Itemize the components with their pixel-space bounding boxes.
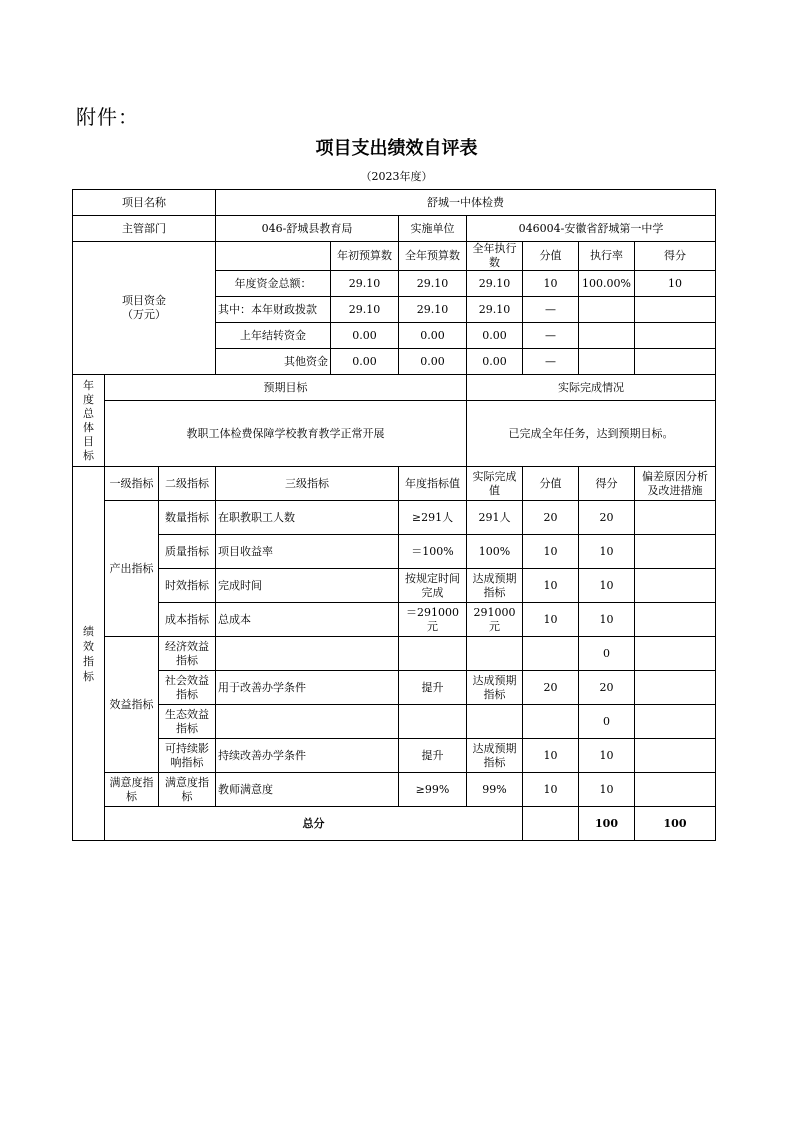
funds-header-initial: 年初预算数 xyxy=(331,242,399,271)
funds-header-empty xyxy=(216,242,331,271)
indicators-header-level1: 一级指标 xyxy=(105,467,159,501)
funds-row-score-value: — xyxy=(523,323,579,349)
goals-label-text: 年度总体目标 xyxy=(83,378,94,462)
funds-row-initial: 0.00 xyxy=(331,349,399,375)
funds-row-score-value: 10 xyxy=(523,271,579,297)
indicator-actual: 291000元 xyxy=(467,603,523,637)
indicator-score-value: 10 xyxy=(523,569,579,603)
indicator-level3: 完成时间 xyxy=(216,569,399,603)
indicator-score: 20 xyxy=(579,671,635,705)
funds-row-annual: 29.10 xyxy=(399,271,467,297)
funds-row-score: 10 xyxy=(635,271,716,297)
indicator-score-value: 20 xyxy=(523,671,579,705)
indicator-actual: 99% xyxy=(467,773,523,807)
funds-row-executed: 29.10 xyxy=(467,297,523,323)
performance-table xyxy=(72,189,716,841)
indicator-level3: 项目收益率 xyxy=(216,535,399,569)
funds-row-annual: 0.00 xyxy=(399,349,467,375)
funds-row-score-value: — xyxy=(523,349,579,375)
funds-row-executed: 0.00 xyxy=(467,349,523,375)
project-name-value: 舒城一中体检费 xyxy=(216,190,716,216)
funds-row-executed: 29.10 xyxy=(467,271,523,297)
total-actual-empty xyxy=(523,807,579,841)
project-name-label: 项目名称 xyxy=(73,190,216,216)
indicator-note xyxy=(635,705,716,739)
indicator-level2: 成本指标 xyxy=(159,603,216,637)
indicator-level3: 持续改善办学条件 xyxy=(216,739,399,773)
indicator-note xyxy=(635,569,716,603)
indicator-score-value: 10 xyxy=(523,603,579,637)
indicator-level2: 时效指标 xyxy=(159,569,216,603)
indicator-target: ≥291人 xyxy=(399,501,467,535)
goals-actual-value: 已完成全年任务，达到预期目标。 xyxy=(467,401,716,467)
indicator-score: 10 xyxy=(579,603,635,637)
indicator-note xyxy=(635,773,716,807)
indicator-row xyxy=(73,705,716,739)
project-name-row xyxy=(73,190,716,216)
indicators-header-row xyxy=(73,467,716,501)
funds-label xyxy=(73,242,216,375)
funds-row-label: 其中：本年财政拨款 xyxy=(216,297,331,323)
indicators-header-target: 年度指标值 xyxy=(399,467,467,501)
indicator-target: 按规定时间完成 xyxy=(399,569,467,603)
indicator-level3 xyxy=(216,637,399,671)
attachment-label: 附件： xyxy=(76,105,139,129)
funds-header-row xyxy=(73,242,716,271)
indicator-score-value: 10 xyxy=(523,739,579,773)
indicator-actual: 达成预期指标 xyxy=(467,739,523,773)
goals-expected-value: 教职工体检费保障学校教育教学正常开展 xyxy=(105,401,467,467)
indicator-level2: 经济效益指标 xyxy=(159,637,216,671)
indicator-score-value: 10 xyxy=(523,773,579,807)
indicator-target: ＝291000元 xyxy=(399,603,467,637)
indicator-score: 0 xyxy=(579,637,635,671)
satisfaction-indicators-label: 满意度指标 xyxy=(105,773,159,807)
indicator-actual: 100% xyxy=(467,535,523,569)
funds-row-executed: 0.00 xyxy=(467,323,523,349)
indicator-row xyxy=(73,501,716,535)
indicator-target xyxy=(399,637,467,671)
funds-row-label: 年度资金总额： xyxy=(216,271,331,297)
indicator-level2: 满意度指标 xyxy=(159,773,216,807)
funds-header-rate: 执行率 xyxy=(579,242,635,271)
indicator-note xyxy=(635,535,716,569)
indicator-level2: 质量指标 xyxy=(159,535,216,569)
funds-row-rate: 100.00% xyxy=(579,271,635,297)
funds-header-executed: 全年执行数 xyxy=(467,242,523,271)
indicator-level3: 在职教职工人数 xyxy=(216,501,399,535)
total-score-value: 100 xyxy=(579,807,635,841)
funds-header-annual: 全年预算数 xyxy=(399,242,467,271)
indicators-section-label xyxy=(73,467,105,841)
benefit-indicators-label: 效益指标 xyxy=(105,637,159,773)
indicator-row xyxy=(73,773,716,807)
funds-row-initial: 29.10 xyxy=(331,297,399,323)
dept-value: 046-舒城县教育局 xyxy=(216,216,399,242)
indicator-target: ≥99% xyxy=(399,773,467,807)
funds-row-label: 上年结转资金 xyxy=(216,323,331,349)
funds-row-score xyxy=(635,323,716,349)
indicator-score: 10 xyxy=(579,535,635,569)
funds-row-score xyxy=(635,297,716,323)
funds-label-line1: 项目资金 xyxy=(122,294,166,307)
goals-expected-header: 预期目标 xyxy=(105,375,467,401)
funds-row-score xyxy=(635,349,716,375)
indicators-header-level2: 二级指标 xyxy=(159,467,216,501)
indicator-actual xyxy=(467,705,523,739)
unit-label: 实施单位 xyxy=(399,216,467,242)
indicator-level2: 生态效益指标 xyxy=(159,705,216,739)
funds-row-initial: 0.00 xyxy=(331,323,399,349)
funds-row-score-value: — xyxy=(523,297,579,323)
indicator-level2: 数量指标 xyxy=(159,501,216,535)
indicators-header-actual: 实际完成值 xyxy=(467,467,523,501)
indicators-section-text: 绩效指标 xyxy=(83,624,94,683)
indicator-target: ＝100% xyxy=(399,535,467,569)
funds-row-rate xyxy=(579,297,635,323)
funds-row-annual: 29.10 xyxy=(399,297,467,323)
indicators-header-note: 偏差原因分析及改进措施 xyxy=(635,467,716,501)
indicators-header-score: 得分 xyxy=(579,467,635,501)
indicator-target: 提升 xyxy=(399,671,467,705)
indicator-note xyxy=(635,501,716,535)
indicator-score: 0 xyxy=(579,705,635,739)
indicator-level3 xyxy=(216,705,399,739)
page-title: 项目支出绩效自评表 xyxy=(315,138,478,159)
output-indicators-label: 产出指标 xyxy=(105,501,159,637)
funds-header-score-value: 分值 xyxy=(523,242,579,271)
indicator-score: 20 xyxy=(579,501,635,535)
indicators-header-score-value: 分值 xyxy=(523,467,579,501)
indicator-row xyxy=(73,535,716,569)
indicator-level3: 教师满意度 xyxy=(216,773,399,807)
funds-row-annual: 0.00 xyxy=(399,323,467,349)
indicator-level2: 社会效益指标 xyxy=(159,671,216,705)
total-row xyxy=(73,807,716,841)
indicator-actual: 达成预期指标 xyxy=(467,671,523,705)
indicator-target: 提升 xyxy=(399,739,467,773)
indicator-row xyxy=(73,637,716,671)
department-row xyxy=(73,216,716,242)
indicator-actual: 291人 xyxy=(467,501,523,535)
total-score: 100 xyxy=(635,807,716,841)
indicator-note xyxy=(635,637,716,671)
funds-row-initial: 29.10 xyxy=(331,271,399,297)
indicator-row xyxy=(73,603,716,637)
indicator-score: 10 xyxy=(579,773,635,807)
indicator-note xyxy=(635,671,716,705)
indicator-row xyxy=(73,739,716,773)
funds-header-score: 得分 xyxy=(635,242,716,271)
indicator-target xyxy=(399,705,467,739)
indicator-score: 10 xyxy=(579,739,635,773)
indicator-actual xyxy=(467,637,523,671)
year-label: （2023年度） xyxy=(360,170,433,183)
funds-row-rate xyxy=(579,323,635,349)
indicator-row xyxy=(73,569,716,603)
goals-label xyxy=(73,375,105,467)
funds-row-label: 其他资金 xyxy=(216,349,331,375)
indicator-note xyxy=(635,739,716,773)
indicator-row xyxy=(73,671,716,705)
indicator-actual: 达成预期指标 xyxy=(467,569,523,603)
indicator-score-value xyxy=(523,705,579,739)
indicators-header-level3: 三级指标 xyxy=(216,467,399,501)
indicator-score: 10 xyxy=(579,569,635,603)
indicator-score-value xyxy=(523,637,579,671)
indicator-level3: 用于改善办学条件 xyxy=(216,671,399,705)
indicator-level3: 总成本 xyxy=(216,603,399,637)
goals-header-row xyxy=(73,375,716,401)
funds-row-rate xyxy=(579,349,635,375)
total-label: 总分 xyxy=(105,807,523,841)
dept-label: 主管部门 xyxy=(73,216,216,242)
indicator-score-value: 20 xyxy=(523,501,579,535)
indicator-level2: 可持续影响指标 xyxy=(159,739,216,773)
indicator-note xyxy=(635,603,716,637)
indicator-score-value: 10 xyxy=(523,535,579,569)
goals-value-row xyxy=(73,401,716,467)
goals-actual-header: 实际完成情况 xyxy=(467,375,716,401)
funds-label-line2: （万元） xyxy=(122,308,166,321)
unit-value: 046004-安徽省舒城第一中学 xyxy=(467,216,716,242)
